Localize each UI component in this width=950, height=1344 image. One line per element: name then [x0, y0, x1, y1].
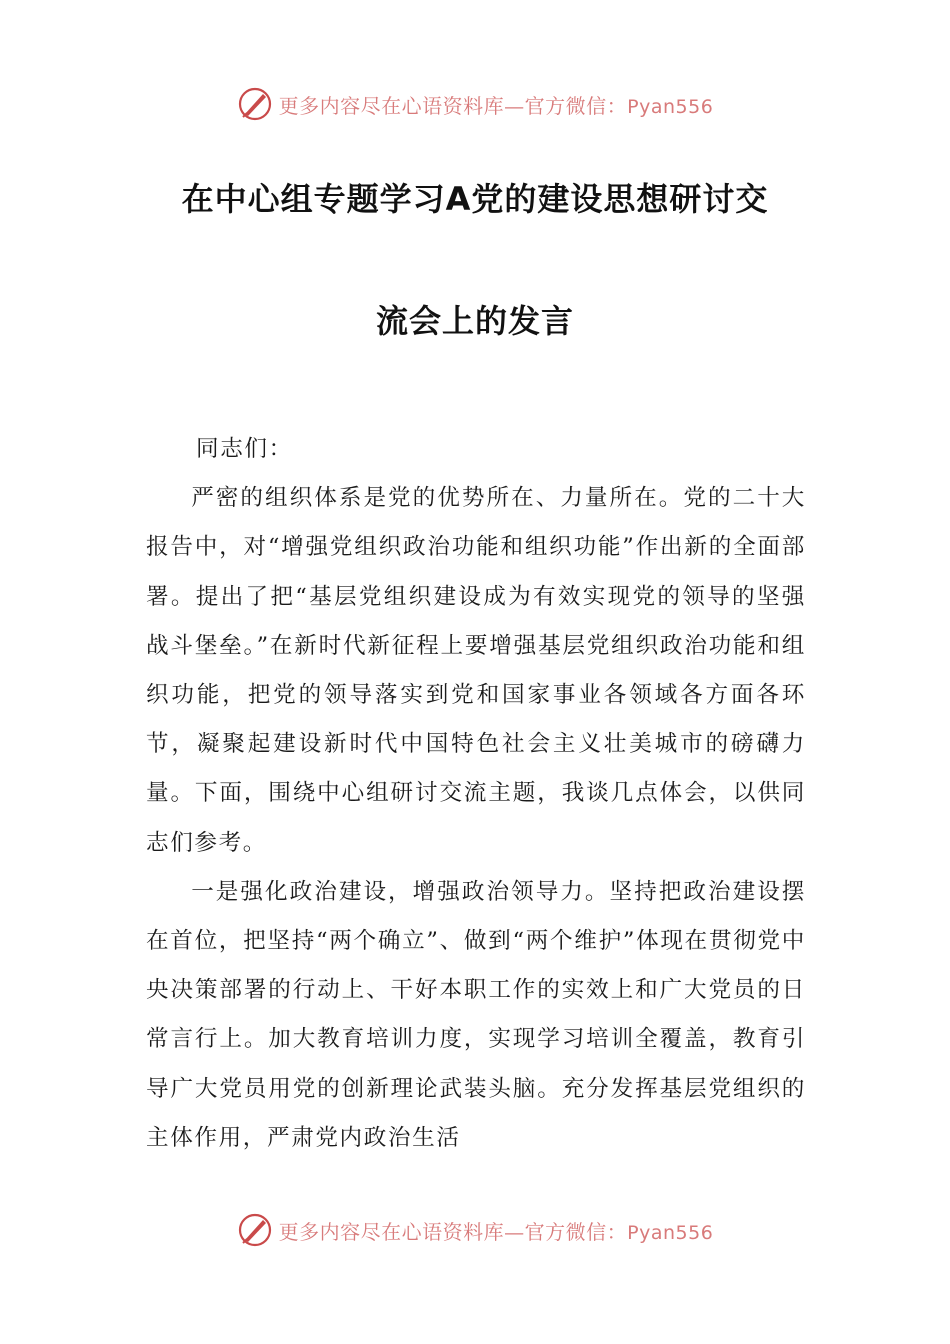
document-body — [146, 425, 806, 1163]
document-title-line-2: 流会上的发言 — [375, 302, 574, 340]
watermark-banner-bottom — [0, 1210, 950, 1250]
quill-pen-icon — [237, 86, 273, 122]
paragraph: 严密的组织体系是党的优势所在、力量所在。党的二十大报告中，对“增强党组织政治功能和组织功能”作出新的全面部署。提出了把“基层党组织建设成为有效实现党的领导的坚强战斗堡垒。”在新时代新征程上要增强基层党组织政治功能和组织功能，把党的领导落实到党和国家事业各领域各方面各环节，凝聚起建设新时代中国特色社会主义壮美城市的磅礴力量。下面，围绕中心组研讨交流主题，我谈几点体会，以供同志们参考。 — [146, 485, 806, 856]
watermark-banner-top — [0, 84, 950, 124]
greeting: 同志们： — [196, 436, 293, 462]
document-title-line-1: 在中心组专题学习A党的建设思想研讨交 — [181, 180, 769, 218]
quill-pen-icon — [237, 1212, 273, 1248]
watermark-text: 更多内容尽在心语资料库—官方微信：Pyan556 — [278, 93, 714, 118]
paragraph: 一是强化政治建设，增强政治领导力。坚持把政治建设摆在首位，把坚持“两个确立”、做到“两个维护”体现在贯彻党中央决策部署的行动上、干好本职工作的实效上和广大党员的日常言行上。加大教育培训力度，实现学习培训全覆盖，教育引导广大党员用党的创新理论武装头脑。充分发挥基层党组织的主体作用，严肃党内政治生活 — [146, 878, 806, 1151]
watermark-text: 更多内容尽在心语资料库—官方微信：Pyan556 — [278, 1219, 714, 1244]
